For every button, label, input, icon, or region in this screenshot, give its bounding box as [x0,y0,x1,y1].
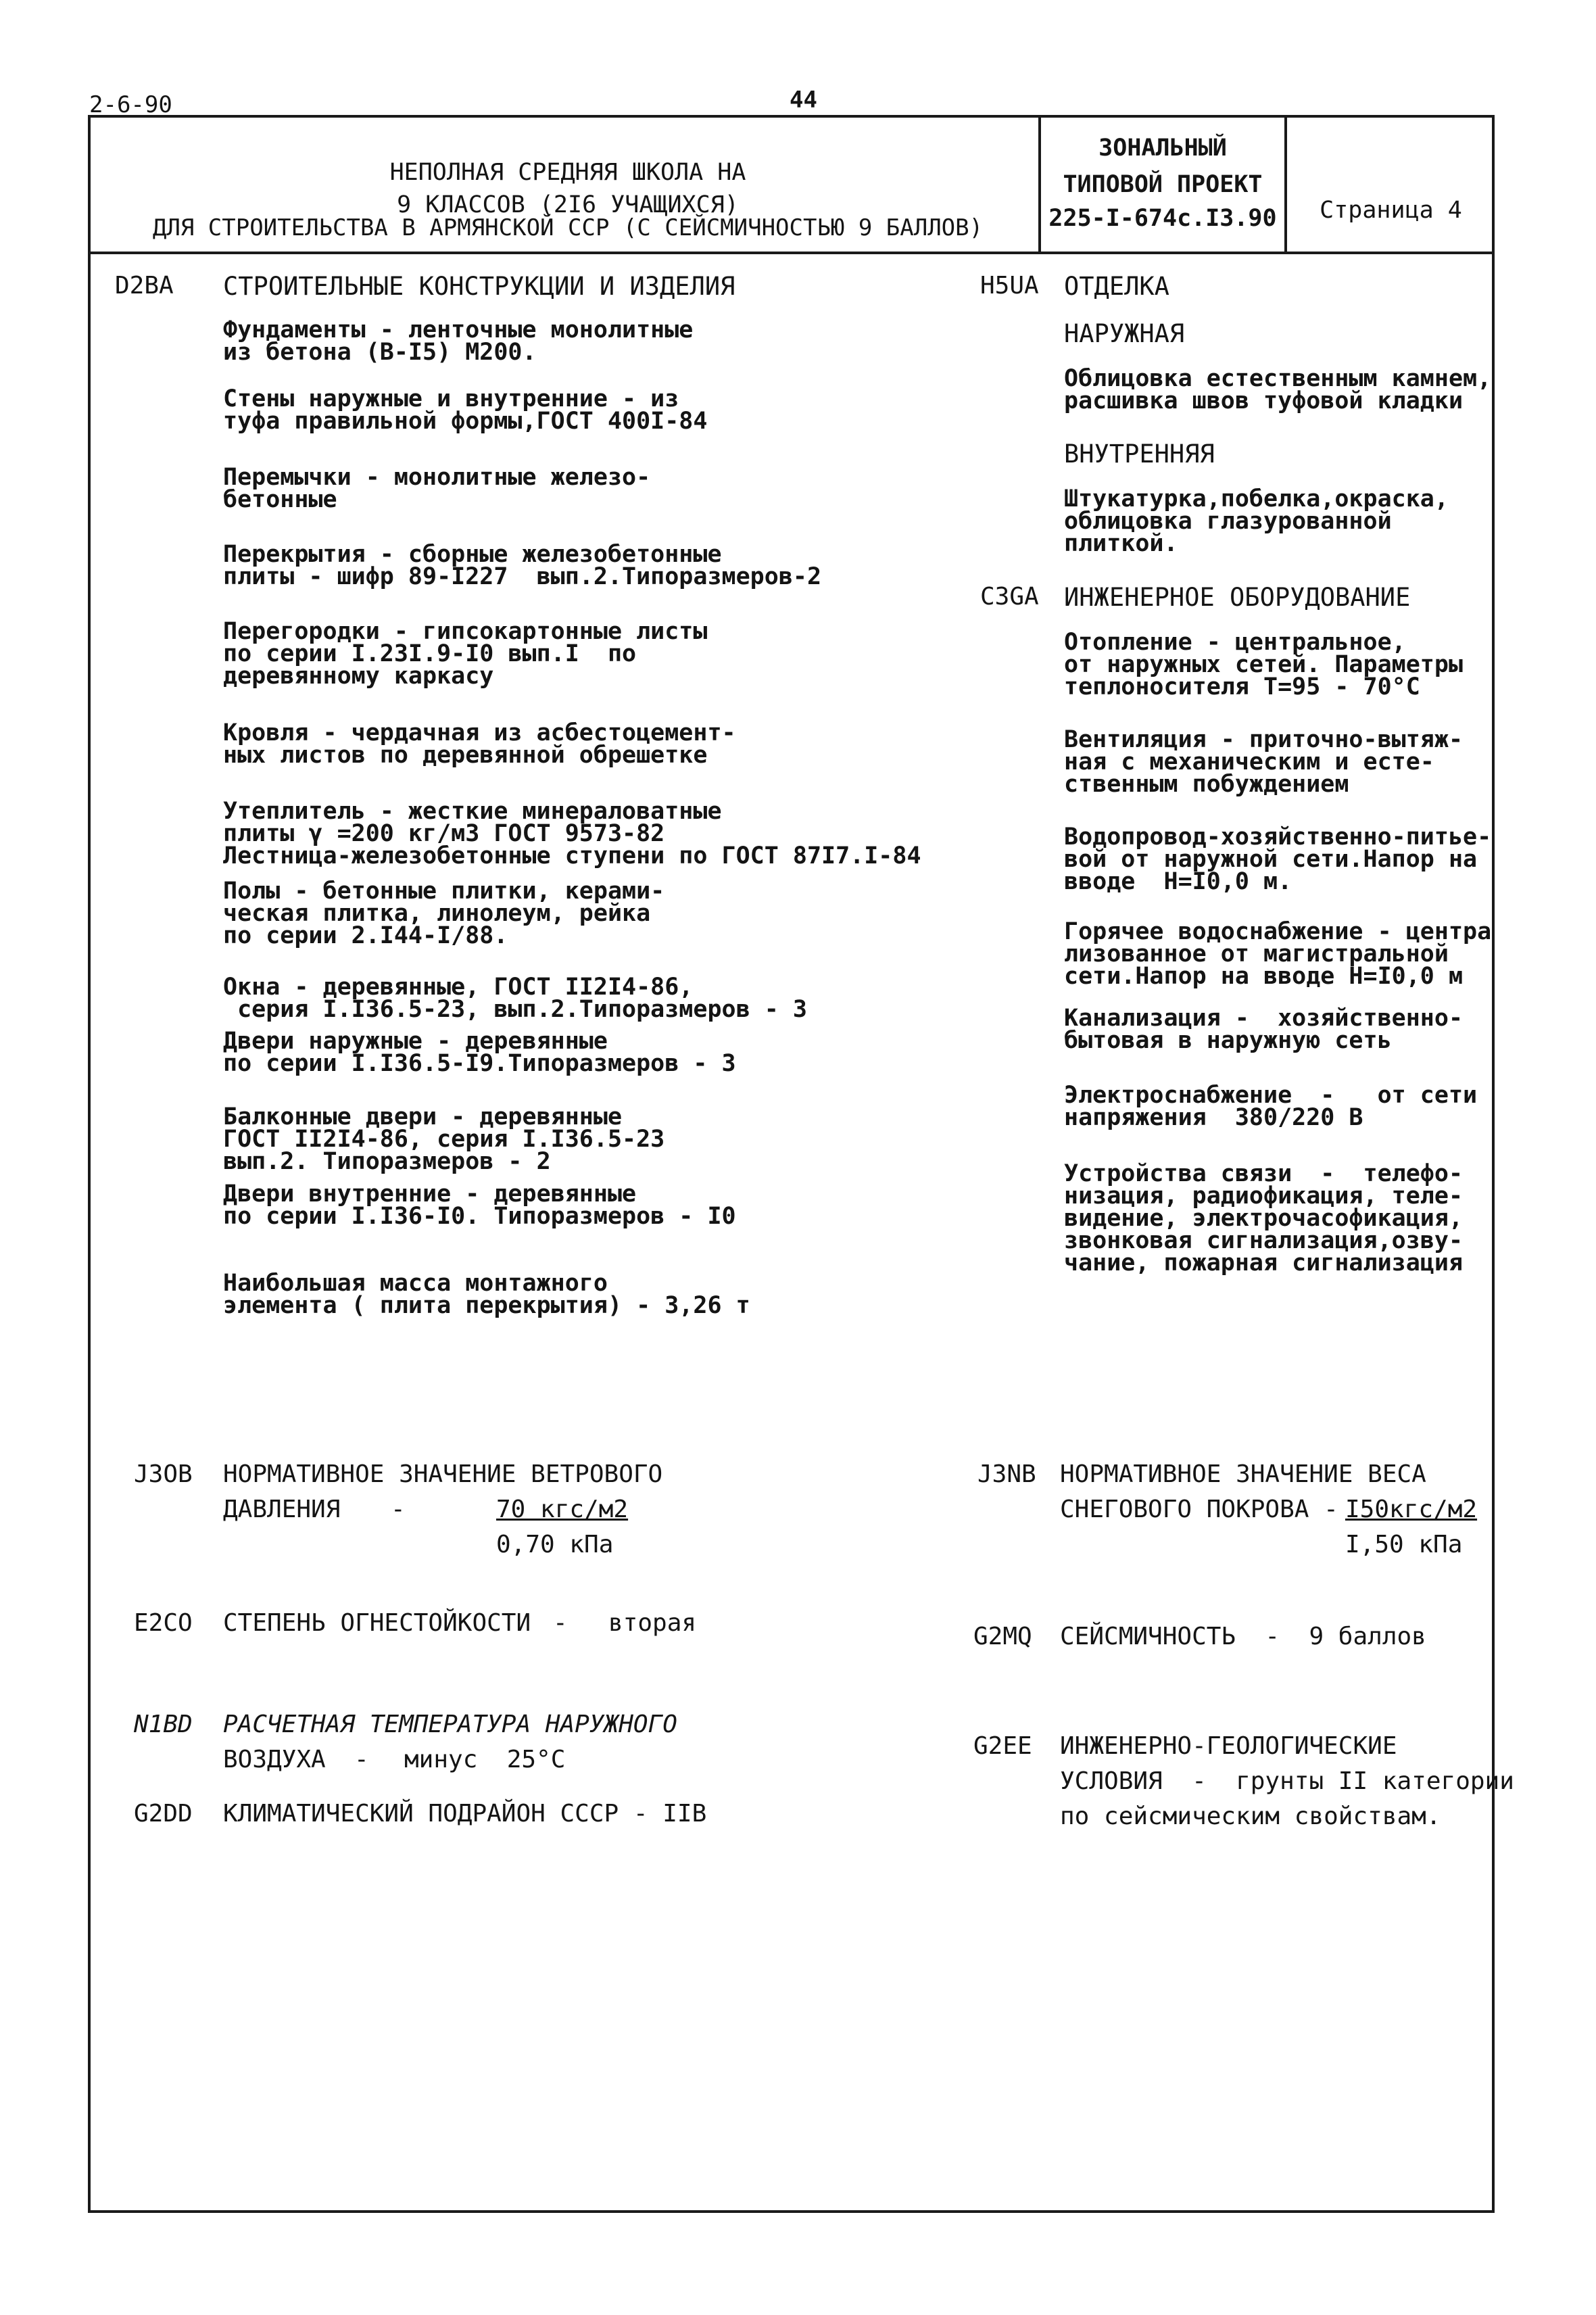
wind-code: J3OB [134,1460,193,1488]
finish-code: H5UA [980,272,1039,300]
para-lintels: Перемычки - монолитные железо- бетонные [223,464,651,513]
para-roof: Кровля - чердачная из асбестоцемент- ных листов по деревянной обрешетке [223,719,736,769]
snow-code: J3NB [977,1460,1036,1488]
temperature-label-2: ВОЗДУХА [223,1746,326,1773]
para-insulation-stairs: Утеплитель - жесткие минераловатные плиты γ =200 кг/м3 ГОСТ 9573-82 Лестница-железобетонные ступени по ГОСТ 87I7.I-84 [223,798,921,869]
para-inner-doors: Двери внутренние - деревянные по серии I.I36-I0. Типоразмеров - I0 [223,1180,736,1230]
snow-label-2: СНЕГОВОГО ПОКРОВА - [1060,1496,1338,1523]
inner-finish-text: Штукатурка,побелка,окраска, облицовка глазурованной плиткой. [1064,485,1449,557]
para-floors-slabs: Перекрытия - сборные железобетонные плиты - шифр 89-I227 вып.2.Типоразмеров-2 [223,541,822,590]
project-number: 225-I-674с.I3.90 [1048,205,1277,232]
project-label-2: ТИПОВОЙ ПРОЕКТ [1063,171,1263,198]
sheet-number: 44 [790,87,817,114]
section-code: D2BA [115,272,174,300]
para-windows: Окна - деревянные, ГОСТ II2I4-86, серия I.I36.5-23, вып.2.Типоразмеров - 3 [223,974,807,1023]
climate-code: G2DD [134,1800,193,1828]
para-foundations: Фундаменты - ленточные монолитные из бетона (В-I5) М200. [223,316,694,366]
para-balcony-doors: Балконные двери - деревянные ГОСТ II2I4-86, серия I.I36.5-23 вып.2. Типоразмеров - 2 [223,1103,665,1175]
wind-value-kgf: 70 кгс/м2 [496,1496,629,1523]
temperature-value: минус 25°C [404,1746,566,1773]
temperature-dash: - [354,1746,369,1773]
project-label-1: ЗОНАЛЬНЫЙ [1098,135,1227,162]
para-water-supply: Водопровод-хозяйственно-питье- вой от наружной сети.Напор на вводе H=I0,0 м. [1064,824,1492,895]
wind-label-2: ДАВЛЕНИЯ [223,1496,341,1523]
para-max-mass: Наибольшая масса монтажного элемента ( плита перекрытия) - 3,26 т [223,1270,750,1319]
header-title-2: 9 КЛАССОВ (2I6 УЧАЩИХСЯ) [397,191,739,218]
header-divider [88,252,1495,254]
temperature-code: N1BD [134,1711,193,1738]
temperature-label-1: РАСЧЕТНАЯ ТЕМПЕРАТУРА НАРУЖНОГО [223,1711,677,1738]
geology-label-2: УСЛОВИЯ - грунты II категории [1060,1767,1514,1795]
para-partitions: Перегородки - гипсокартонные листы по серии I.23I.9-I0 вып.I по деревянному каркасу [223,618,708,690]
snow-value-kgf: I50кгс/м2 [1345,1496,1478,1523]
para-hot-water: Горячее водоснабжение - центра лизованное от магистральной сети.Напор на вводе H=I0,0 м [1064,918,1492,990]
para-power: Электроснабжение - от сети напряжения 380/220 В [1064,1082,1478,1131]
seismic-label: СЕЙСМИЧНОСТЬ - 9 баллов [1060,1623,1426,1650]
fire-dash: - [553,1609,568,1637]
fire-code: E2CO [134,1609,193,1637]
para-walls: Стены наружные и внутренние - из туфа правильной формы,ГОСТ 400I-84 [223,385,708,435]
section-title: СТРОИТЕЛЬНЫЕ КОНСТРУКЦИИ И ИЗДЕЛИЯ [223,272,735,301]
document-reference: 2-6-90 [89,91,172,118]
para-heating: Отопление - центральное, от наружных сетей. Параметры теплоносителя T=95 - 70°C [1064,629,1464,700]
geology-label-1: ИНЖЕНЕРНО-ГЕОЛОГИЧЕСКИЕ [1060,1732,1397,1760]
fire-label: СТЕПЕНЬ ОГНЕСТОЙКОСТИ [223,1609,531,1637]
para-outer-doors: Двери наружные - деревянные по серии I.I36.5-I9.Типоразмеров - 3 [223,1028,736,1077]
para-ventilation: Вентиляция - приточно-вытяж- ная с механическим и есте- ственным побуждением [1064,726,1464,798]
geology-code: G2EE [973,1732,1032,1760]
page-label: Страница 4 [1320,197,1462,224]
wind-value-kpa: 0,70 кПа [496,1531,614,1558]
para-communications: Устройства связи - телефо- низация, радиофикация, теле- видение, электрочасофикация, звонковая сигнализация,озву- чание, пожарная сигнализация [1064,1160,1464,1276]
snow-label-1: НОРМАТИВНОЕ ЗНАЧЕНИЕ ВЕСА [1060,1460,1426,1488]
fire-value: вторая [608,1609,697,1637]
inner-finish-title: ВНУТРЕННЯЯ [1064,439,1215,469]
outer-finish-text: Облицовка естественным камнем, расшивка швов туфовой кладки [1064,365,1492,414]
header-sep-2 [1284,115,1287,253]
wind-dash: - [391,1496,406,1523]
wind-label-1: НОРМАТИВНОЕ ЗНАЧЕНИЕ ВЕТРОВОГО [223,1460,663,1488]
geology-label-3: по сейсмическим свойствам. [1060,1803,1441,1830]
para-floor-finish: Полы - бетонные плитки, керами- ческая плитка, линолеум, рейка по серии 2.I44-I/88. [223,878,665,949]
engineering-title: ИНЖЕНЕРНОЕ ОБОРУДОВАНИЕ [1064,583,1411,612]
para-sewerage: Канализация - хозяйственно- бытовая в наружную сеть [1064,1005,1464,1054]
header-title-1: НЕПОЛНАЯ СРЕДНЯЯ ШКОЛА НА [389,159,746,186]
finish-title: ОТДЕЛКА [1064,272,1169,301]
outer-finish-title: НАРУЖНАЯ [1064,319,1185,348]
header-title-3: ДЛЯ СТРОИТЕЛЬСТВА В АРМЯНСКОЙ ССР (С СЕЙСМИЧНОСТЬЮ 9 БАЛЛОВ) [152,214,984,241]
engineering-code: C3GA [980,583,1039,611]
climate-label: КЛИМАТИЧЕСКИЙ ПОДРАЙОН СССР - IIB [223,1800,707,1828]
snow-value-kpa: I,50 кПа [1345,1531,1463,1558]
seismic-code: G2MQ [973,1623,1032,1650]
